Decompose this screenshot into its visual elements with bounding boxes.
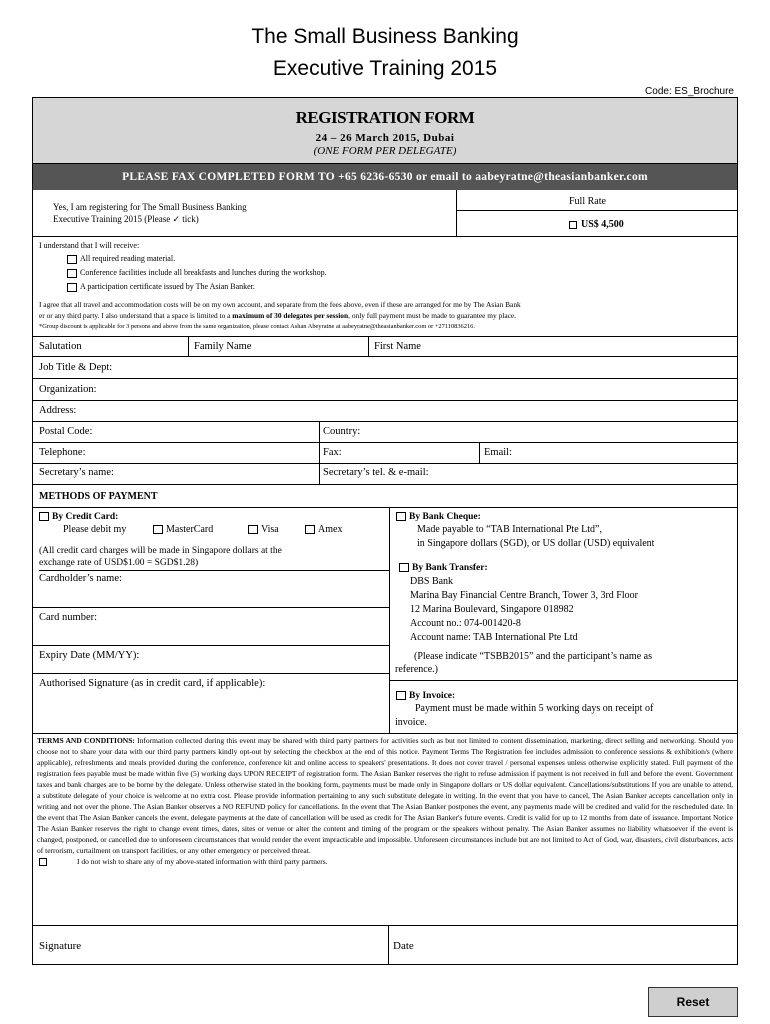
first-name-label: First Name <box>374 341 421 352</box>
full-rate-checkbox[interactable] <box>569 221 577 229</box>
amex-option[interactable]: Amex <box>305 524 342 535</box>
amex-checkbox[interactable] <box>305 525 315 534</box>
date-label: Date <box>393 940 414 952</box>
secretary-name-label: Secretary’s name: <box>39 467 114 478</box>
expiry-date-label: Expiry Date (MM/YY): <box>39 650 140 661</box>
bank-address: 12 Marina Boulevard, Singapore 018982 <box>410 604 574 615</box>
receive-intro: I understand that I will receive: <box>39 241 140 250</box>
visa-checkbox[interactable] <box>248 525 258 534</box>
opt-out-checkbox[interactable] <box>39 858 47 866</box>
charges-note-2: exchange rate of USD$1.00 = SGD$1.28) <box>39 558 199 568</box>
one-form-note: (ONE FORM PER DELEGATE) <box>313 145 457 157</box>
form-title: REGISTRATION FORM <box>295 108 475 127</box>
bank-name: DBS Bank <box>410 576 454 587</box>
title-line-2: Executive Training 2015 <box>272 57 498 80</box>
account-name: Account name: TAB International Pte Ltd <box>410 632 578 643</box>
telephone-label: Telephone: <box>39 447 86 458</box>
reset-button[interactable]: Reset <box>648 987 738 1017</box>
registration-header <box>33 98 737 164</box>
reference-note-1: (Please indicate “TSBB2015” and the participant’s name as <box>414 651 652 662</box>
brochure-code: Code: ES_Brochure <box>645 86 734 97</box>
organization-label: Organization: <box>39 384 97 395</box>
agreement-line-2: er or any third party. I also understand that a space is limited to a maximum of 30 delegates per session, only full payment must be made to guarantee my place. <box>39 311 517 320</box>
opt-out-text: I do not wish to share any of my above-stated information with third party partners. <box>77 857 328 866</box>
bank-cheque-option[interactable]: By Bank Cheque: <box>396 512 481 522</box>
authorised-signature-label: Authorised Signature (as in credit card, if applicable): <box>39 678 266 689</box>
receive-item-2: Conference facilities include all breakfasts and lunches during the workshop. <box>67 268 327 278</box>
debit-my-text: Please debit my <box>63 524 127 535</box>
secretary-tel-label: Secretary’s tel. & e-mail: <box>323 467 429 478</box>
invoice-option[interactable]: By Invoice: <box>396 691 455 701</box>
registration-intro-1: Yes, I am registering for The Small Business Banking <box>53 202 247 212</box>
group-discount-note: *Group discount is applicable for 3 persons and above from the same organization, please contact Ashan Abeyratne at aabeyratne@theasianbanker.com or +27110836216. <box>39 323 475 330</box>
family-name-label: Family Name <box>194 341 252 352</box>
mastercard-checkbox[interactable] <box>153 525 163 534</box>
bank-transfer-checkbox[interactable] <box>399 563 409 572</box>
receive-checkbox-2[interactable] <box>67 269 77 278</box>
job-title-label: Job Title & Dept: <box>39 362 113 373</box>
receive-item-3: A participation certificate issued by The Asian Banker. <box>67 282 255 292</box>
salutation-label: Salutation <box>39 341 82 352</box>
terms-heading: TERMS AND CONDITIONS: <box>37 736 135 745</box>
receive-checkbox-1[interactable] <box>67 255 77 264</box>
invoice-terms-2: invoice. <box>395 717 427 728</box>
credit-card-option[interactable]: By Credit Card: <box>39 512 118 522</box>
bank-cheque-checkbox[interactable] <box>396 512 406 521</box>
card-number-label: Card number: <box>39 612 98 623</box>
charges-note-1: (All credit card charges will be made in Singapore dollars at the <box>39 546 282 556</box>
credit-card-checkbox[interactable] <box>39 512 49 521</box>
reference-note-2: reference.) <box>395 664 439 675</box>
payment-heading: METHODS OF PAYMENT <box>39 491 158 502</box>
receive-item-1: All required reading material. <box>67 254 175 264</box>
full-rate-price: US$ 4,500 <box>581 219 624 230</box>
invoice-checkbox[interactable] <box>396 691 406 700</box>
email-label: Email: <box>484 447 512 458</box>
agreement-line-1: I agree that all travel and accommodation costs will be on my own account, and separate from the fees above, even if these are arranged for me by The Asian Bank <box>39 300 521 309</box>
signature-label: Signature <box>39 940 82 952</box>
mastercard-option[interactable]: MasterCard <box>153 524 213 535</box>
event-dates: 24 – 26 March 2015, Dubai <box>315 132 455 144</box>
title-line-1: The Small Business Banking <box>251 25 519 48</box>
invoice-terms-1: Payment must be made within 5 working days on receipt of <box>415 703 654 714</box>
bank-branch: Marina Bay Financial Centre Branch, Tower 3, 3rd Floor <box>410 590 638 601</box>
postal-code-label: Postal Code: <box>39 426 93 437</box>
visa-option[interactable]: Visa <box>248 524 279 535</box>
cheque-currency-text: in Singapore dollars (SGD), or US dollar (USD) equivalent <box>417 538 655 549</box>
full-rate-option[interactable] <box>569 219 624 230</box>
terms-body: Information collected during this event may be shared with third party partners for activities such as but not limited to content dissemination, marketing, direct selling and networking. Should you choose not to share your data with our third party partners kindly opt-out by selecting the checkbox at the end of this notice. Payment Terms The Registration fee includes admission to conference sessions & exhibition/s (where applicable), refreshments and meals provided during the conference, conference kit and online access to speakers' presentations. It does not cover travel / personal expenses unless otherwise explicitly stated. Full payment of the registration fees payable must be made within five (5) working days UPON RECEIPT of registration form. The Asian Banker reserves the right to refuse admission if payment is not received in full and before the event. Government taxes and bank charges are to be borne by the delegate. Unless otherwise stated in the booking form, payments must be made only in Singapore dollars or US dollar equivalent. Cancellations/substitutions If you are unable to attend, a substitute delegate of your choice is welcome at no extra cost. Please provide information pertaining to any such substitute delegate in writing. In the event that you have to cancel, The Asian Banker accepts cancellation only in writing and not over the phone. The Asian Banker observes a NO REFUND policy for cancellations. In the event that The Asian Banker postpones the event, any payments made will be credited and valid for the rescheduled date. In the event that The Asian Banker cancels the event, delegate payments at the date of cancellation will be used as credit for The Asian Banker's future events. Credit is valid for up to 12 months from date of issuance. Important Notice The Asian Banker reserves the right to change event times, dates, sites or venue or alter the content and timing of the program or the speakers without penalty. The Asian Banker assumes no liability whatsoever if the event is changed, postponed, or cancelled due to unforeseen circumstances that would render the event impracticable and impossible. Unforeseen circumstances include but are not limited to Act of God, war, disasters, civil disturbances, acts of terrorism, curtailment on transport facilities, or any other emergency or perceived threat. <box>37 736 733 855</box>
account-number: Account no.: 074-001420-8 <box>410 618 521 629</box>
bank-transfer-option[interactable]: By Bank Transfer: <box>399 563 488 573</box>
receive-checkbox-3[interactable] <box>67 283 77 292</box>
fax-label: Fax: <box>323 447 342 458</box>
fax-instructions-bar: PLEASE FAX COMPLETED FORM TO +65 6236-6530 or email to aabeyratne@theasianbanker.com <box>33 164 737 190</box>
address-label: Address: <box>39 405 77 416</box>
cardholder-name-label: Cardholder’s name: <box>39 573 122 584</box>
registration-form <box>32 97 738 965</box>
full-rate-label: Full Rate <box>569 196 606 207</box>
country-label: Country: <box>323 426 361 437</box>
cheque-payable-text: Made payable to “TAB International Pte Ltd”, <box>417 524 602 535</box>
registration-intro-2: Executive Training 2015 (Please ✓ tick) <box>53 214 199 224</box>
terms-and-conditions <box>37 735 733 867</box>
